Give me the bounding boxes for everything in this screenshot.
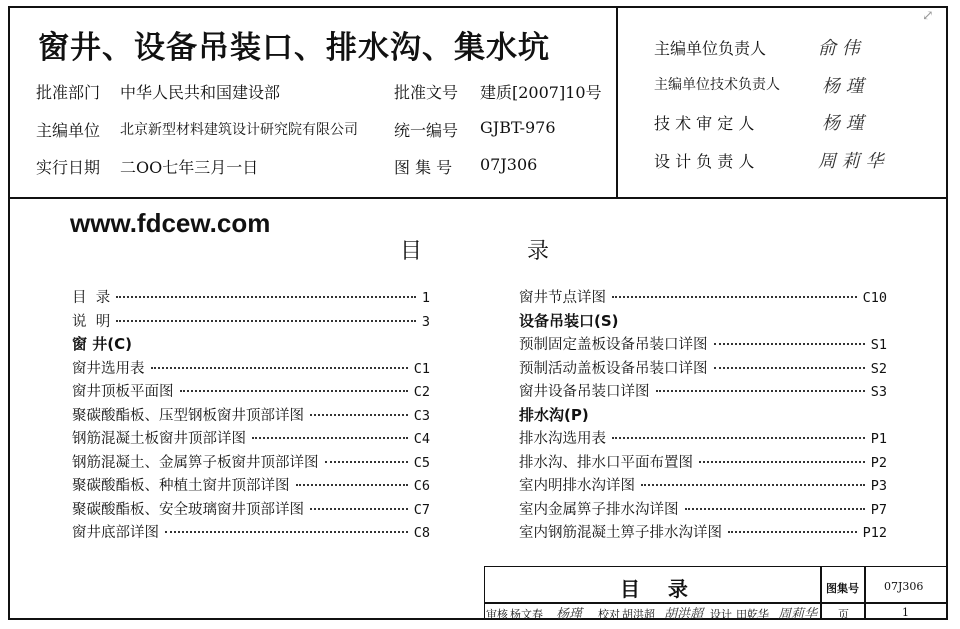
header-divider <box>616 6 618 198</box>
toc-leader-dots <box>310 414 408 416</box>
toc-leader-dots <box>151 367 408 369</box>
toc-entry-page: 3 <box>421 313 430 330</box>
toc-entry-page: C1 <box>413 360 430 377</box>
impl-date-label: 实行日期 <box>36 158 101 177</box>
toc-entry-title: 预制活动盖板设备吊装口详图 <box>519 360 708 377</box>
toc-entry-title: 排水沟、排水口平面布置图 <box>519 454 693 471</box>
toc-entry[interactable] <box>72 310 430 331</box>
toc-entry-title: 室内明排水沟详图 <box>519 478 635 494</box>
sig-label-chief-unit: 主编单位负责人 <box>654 39 767 58</box>
toc-entry[interactable] <box>519 333 887 354</box>
toc-section-heading: 窗 井(C) <box>72 335 132 353</box>
toc-title-left: 目 <box>400 239 423 264</box>
toc-entry-title: 预制固定盖板设备吊装口详图 <box>519 337 708 353</box>
title-block-atlas-label: 图集号 <box>826 582 859 595</box>
watermark-url: www.fdcew.com <box>70 208 271 238</box>
toc-entry[interactable] <box>519 357 887 378</box>
check-label: 校对 <box>598 608 620 621</box>
toc-entry-page: C2 <box>413 384 430 400</box>
toc-entry-page: P2 <box>870 454 887 471</box>
sig-label-design-head: 设 计 负 责 人 <box>654 152 755 171</box>
toc-entry-title: 钢筋混凝土、金属箅子板窗井顶部详图 <box>72 454 319 471</box>
toc-entry[interactable] <box>72 427 430 448</box>
expand-icon[interactable]: ⤢ <box>922 8 934 24</box>
toc-entry-title: 窗井设备吊装口详图 <box>519 384 650 400</box>
toc-entry-title: 聚碳酸酯板、种植土窗井顶部详图 <box>72 478 290 494</box>
toc-leader-dots <box>728 531 857 533</box>
toc-entry[interactable] <box>519 380 887 401</box>
toc-entry[interactable] <box>72 474 430 495</box>
toc-entry-title: 室内金属箅子排水沟详图 <box>519 501 679 518</box>
toc-entry-title: 室内钢筋混凝土箅子排水沟详图 <box>519 525 722 541</box>
toc-leader-dots <box>325 461 408 463</box>
approval-dept-label: 批准部门 <box>36 83 101 102</box>
design-label: 设计 <box>710 608 732 621</box>
toc-leader-dots <box>641 484 865 486</box>
unified-no: GJBT-976 <box>480 118 556 137</box>
toc-entry[interactable] <box>519 474 887 495</box>
toc-entry-page: P3 <box>870 478 887 494</box>
toc-section-heading: 排水沟(P) <box>519 405 589 424</box>
toc-entry-title: 窗井底部详图 <box>72 525 159 541</box>
approval-doc: 建质[2007]10号 <box>480 83 602 102</box>
chief-unit-label: 主编单位 <box>36 121 101 140</box>
checker-signature: 胡洪超 <box>664 607 704 622</box>
toc-leader-dots <box>612 437 865 439</box>
toc-leader-dots <box>310 508 408 510</box>
checker: 胡洪超 <box>622 608 655 621</box>
toc-leader-dots <box>656 390 865 392</box>
toc-entry[interactable] <box>72 380 430 401</box>
toc-entry[interactable] <box>519 521 887 542</box>
toc-entry-title: 排水沟选用表 <box>519 431 606 447</box>
toc-entry-page: P1 <box>870 431 887 447</box>
toc-leader-dots <box>296 484 408 486</box>
toc-entry-page: S1 <box>870 337 887 353</box>
toc-entry[interactable] <box>519 451 887 472</box>
toc-entry-title: 聚碳酸酯板、压型钢板窗井顶部详图 <box>72 407 304 424</box>
toc-section-heading: 设备吊装口(S) <box>519 311 619 330</box>
toc-entry-page: P7 <box>870 501 887 518</box>
toc-leader-dots <box>252 437 408 439</box>
toc-entry-title: 窗井选用表 <box>72 360 145 377</box>
toc-entry-page: C7 <box>413 501 430 518</box>
chief-unit: 北京新型材料建筑设计研究院有限公司 <box>120 122 358 138</box>
toc-entry-title: 聚碳酸酯板、安全玻璃窗井顶部详图 <box>72 501 304 518</box>
toc-entry[interactable] <box>519 427 887 448</box>
unified-no-label: 统一编号 <box>394 121 459 140</box>
toc-entry-title: 目 录 <box>72 290 111 306</box>
toc-entry[interactable] <box>519 498 887 519</box>
impl-date: 二OO七年三月一日 <box>120 158 259 177</box>
toc-entry-page: C4 <box>413 431 430 447</box>
toc-entry-page: C3 <box>413 407 430 424</box>
title-block-title: 目 录 <box>620 577 688 601</box>
atlas-no: 07J306 <box>480 155 538 174</box>
reviewer: 杨文春 <box>510 608 543 621</box>
title-block-mid-rule <box>484 602 948 604</box>
toc-leader-dots <box>714 343 865 345</box>
toc-entry-title: 窗井顶板平面图 <box>72 384 174 400</box>
title-block-divider-2 <box>864 566 866 620</box>
reviewer-signature: 杨瑾 <box>556 607 583 622</box>
toc-leader-dots <box>685 508 865 510</box>
approval-dept: 中华人民共和国建设部 <box>120 83 281 102</box>
approval-doc-label: 批准文号 <box>394 83 459 102</box>
sig-label-reviewer: 技 术 审 定 人 <box>654 114 755 133</box>
title-block-divider-1 <box>820 566 822 620</box>
toc-entry[interactable] <box>72 521 430 542</box>
toc-entry-page: P12 <box>862 525 887 541</box>
toc-entry-page: S2 <box>870 360 887 377</box>
toc-entry-page: C8 <box>413 525 430 541</box>
toc-entry-page: 1 <box>421 290 430 306</box>
toc-leader-dots <box>699 461 865 463</box>
atlas-title: 窗井、设备吊装口、排水沟、集水坑 <box>38 30 550 66</box>
sig-label-tech-head: 主编单位技术负责人 <box>654 77 780 93</box>
toc-entry-page: C5 <box>413 454 430 471</box>
sig-chief-unit: 俞 伟 <box>818 38 860 59</box>
review-label: 审核 <box>486 608 508 621</box>
page-number: 1 <box>902 606 909 619</box>
toc-leader-dots <box>714 367 865 369</box>
toc-entry[interactable] <box>519 286 887 307</box>
toc-entry-page: C6 <box>413 478 430 494</box>
toc-title-right: 录 <box>527 239 550 264</box>
toc-entry[interactable] <box>72 498 430 519</box>
sig-reviewer: 杨 瑾 <box>822 113 864 134</box>
title-block-atlas-no: 07J306 <box>884 580 924 593</box>
toc-entry-title: 钢筋混凝土板窗井顶部详图 <box>72 431 246 447</box>
toc-leader-dots <box>612 296 857 298</box>
toc-leader-dots <box>116 296 416 298</box>
header-bottom-rule <box>8 197 948 199</box>
toc-leader-dots <box>116 320 416 322</box>
toc-entry-title: 说 明 <box>72 313 111 330</box>
toc-entry[interactable] <box>72 451 430 472</box>
atlas-no-label: 图 集 号 <box>394 158 453 177</box>
toc-entry[interactable] <box>72 286 430 307</box>
page-label: 页 <box>838 608 849 621</box>
toc-entry-page: C10 <box>862 290 887 306</box>
sig-design-head: 周 莉 华 <box>818 151 884 172</box>
toc-leader-dots <box>180 390 408 392</box>
toc-entry[interactable] <box>72 404 430 425</box>
designer-signature: 周莉华 <box>778 607 818 622</box>
toc-entry[interactable] <box>72 357 430 378</box>
toc-entry-page: S3 <box>870 384 887 400</box>
toc-leader-dots <box>165 531 408 533</box>
designer: 田乾华 <box>736 608 769 621</box>
toc-entry-title: 窗井节点详图 <box>519 290 606 306</box>
sig-tech-head: 杨 瑾 <box>822 76 864 97</box>
